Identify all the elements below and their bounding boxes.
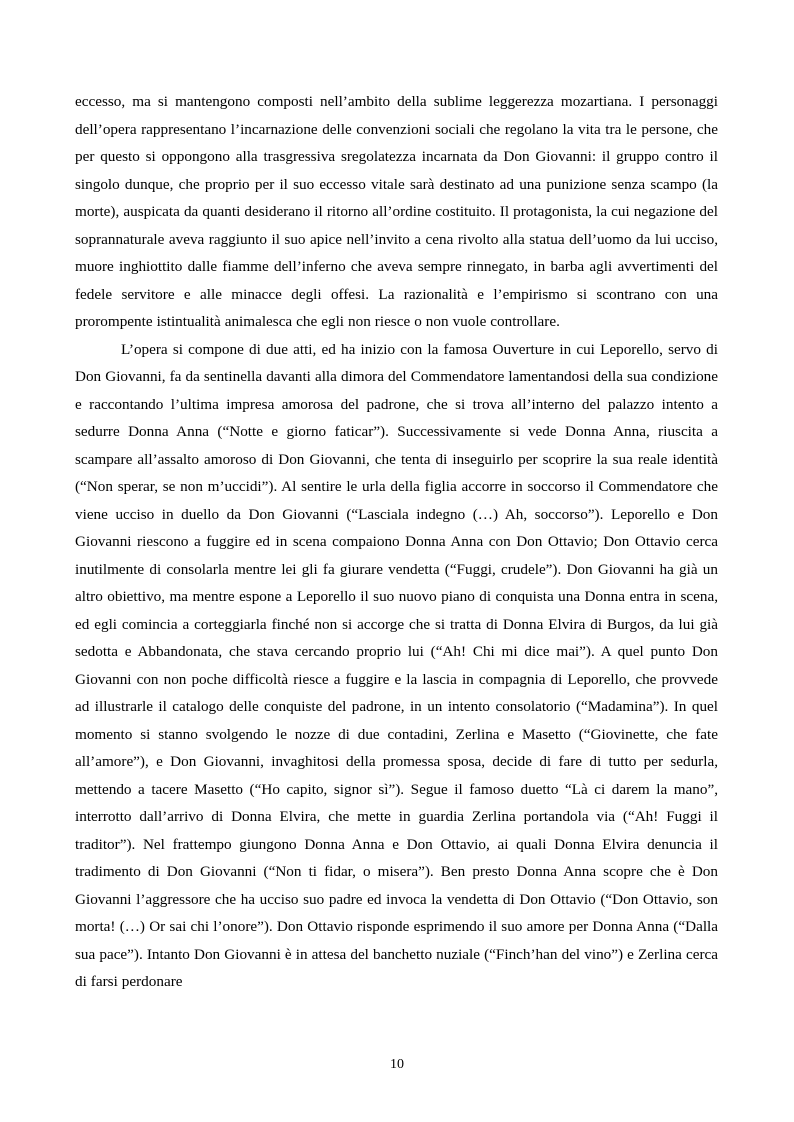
paragraph-2: L’opera si compone di due atti, ed ha inizio con la famosa Ouverture in cui Leporello, servo di Don Giovanni, fa da sentinella davanti alla dimora del Commendatore lamentandosi della sua condizione e raccontando l’ultima impresa amorosa del padrone, che si trova all’interno del palazzo intento a sedurre Donna Anna (“Notte e giorno faticar”). Successivamente si vede Donna Anna, riuscita a scampare all’assalto amoroso di Don Giovanni, che tenta di inseguirlo per scoprire la sua reale identità (“Non sperar, se non m’uccidi”). Al sentire le urla della figlia accorre in soccorso il Commendatore che viene ucciso in duello da Don Giovanni (“Lasciala indegno (…) Ah, soccorso”). Leporello e Don Giovanni riescono a fuggire ed in scena compaiono Donna Anna con Don Ottavio; Don Ottavio cerca inutilmente di consolarla mentre lei gli fa giurare vendetta (“Fuggi, crudele”). Don Giovanni ha già un altro obiettivo, ma mentre espone a Leporello il suo nuovo piano di conquista una Donna entra in scena, ed egli comincia a corteggiarla finché non si accorge che si tratta di Donna Elvira di Burgos, da lui già sedotta e Abbandonata, che stava cercando proprio lui (“Ah! Chi mi dice mai”). A quel punto Don Giovanni con non poche difficoltà riesce a fuggire e la lascia in compagnia di Leporello, che provvede ad illustrarle il catalogo delle conquiste del padrone, in un intento consolatorio (“Madamina”). In quel momento si stanno svolgendo le nozze di due contadini, Zerlina e Masetto (“Giovinette, che fate all’amore”), e Don Giovanni, invaghitosi della promessa sposa, decide di fare di tutto per sedurla, mettendo a tacere Masetto (“Ho capito, signor sì”). Segue il famoso duetto “Là ci darem la mano”, interrotto dall’arrivo di Donna Elvira, che mette in guardia Zerlina portandola via (“Ah! Fuggi il traditor”). Nel frattempo giungono Donna Anna e Don Ottavio, ai quali Donna Elvira denuncia il tradimento di Don Giovanni (“Non ti fidar, o misera”). Ben presto Donna Anna scopre che è Don Giovanni l’aggressore che ha ucciso suo padre ed invoca la vendetta di Don Ottavio (“Don Ottavio, son morta! (…) Or sai chi l’onore”). Don Ottavio risponde esprimendo il suo amore per Donna Anna (“Dalla sua pace”). Intanto Don Giovanni è in attesa del banchetto nuziale (“Finch’han del vino”) e Zerlina cerca di farsi perdonare (75, 340, 718, 990)
page-number: 10 (390, 1057, 404, 1072)
body-text (75, 88, 718, 996)
paragraph-1: eccesso, ma si mantengono composti nell’ambito della sublime leggerezza mozartiana. I personaggi dell’opera rappresentano l’incarnazione delle convenzioni sociali che regolano la vita tra le persone, che per questo si oppongono alla trasgressiva sregolatezza incarnata da Don Giovanni: il gruppo contro il singolo dunque, che proprio per il suo eccesso vitale sarà destinato ad una punizione senza scampo (la morte), auspicata da quanti desiderano il ritorno all’ordine costituito. Il protagonista, la cui negazione del soprannaturale aveva raggiunto il suo apice nell’invito a cena rivolto alla statua dell’uomo da lui ucciso, muore inghiottito dalle fiamme dell’inferno che aveva sempre rinnegato, in barba agli avvertimenti del fedele servitore e alle minacce degli offesi. La razionalità e l’empirismo si scontrano con una prorompente istintualità animalesca che egli non riesce o non vuole controllare. (75, 93, 718, 330)
